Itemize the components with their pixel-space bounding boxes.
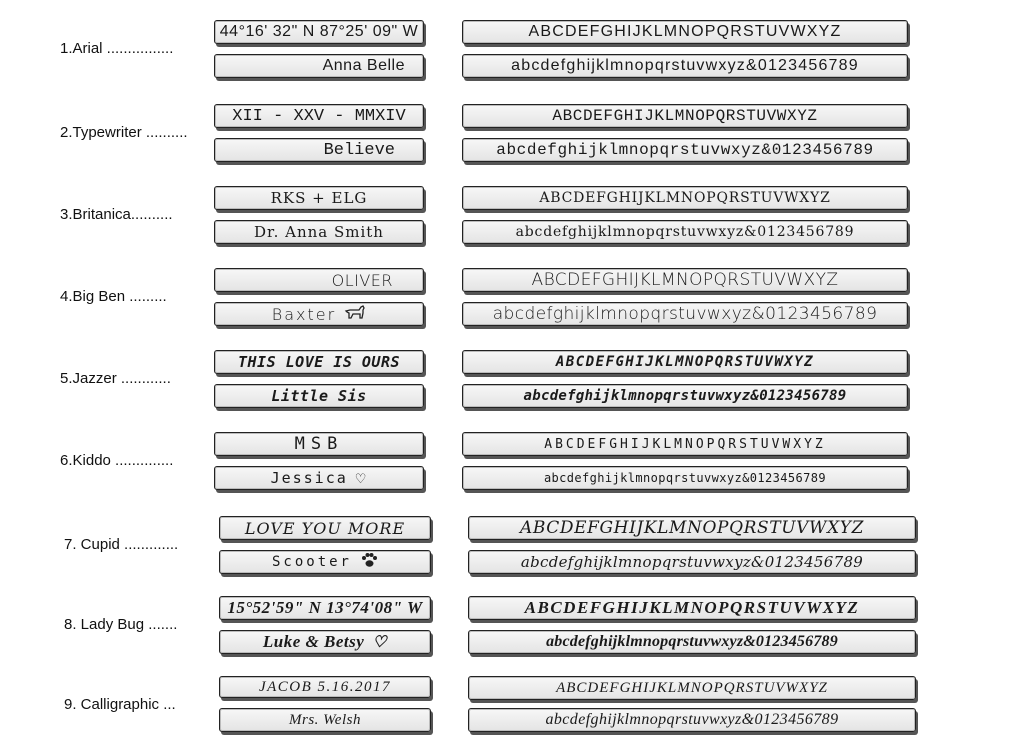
font-row-big-ben (0, 264, 1024, 334)
font-label: 9. Calligraphic ... (64, 696, 176, 713)
uppercase-text: ABCDEFGHIJKLMNOPQRSTUVWXYZ (544, 436, 826, 452)
uppercase-plate (462, 20, 908, 44)
font-label: 6.Kiddo .............. (60, 452, 174, 469)
uppercase-text: ABCDEFGHIJKLMNOPQRSTUVWXYZ (519, 518, 865, 538)
sample-text: XII - XXV - MMXIV (232, 106, 406, 126)
font-row-jazzer (0, 346, 1024, 416)
uppercase-plate (462, 186, 908, 210)
sample-plate-1 (219, 596, 431, 620)
uppercase-plate (462, 432, 908, 456)
lowercase-text: abcdefghijklmnopqrstuvwxyz&0123456789 (545, 711, 839, 728)
lowercase-text: abcdefghijklmnopqrstuvwxyz&0123456789 (492, 304, 878, 324)
lowercase-plate (468, 630, 916, 654)
uppercase-text: ABCDEFGHIJKLMNOPQRSTUVWXYZ (524, 598, 860, 617)
lowercase-text: abcdefghijklmnopqrstuvwxyz&0123456789 (520, 553, 864, 571)
font-label: 1.Arial ................ (60, 40, 174, 57)
uppercase-plate (468, 676, 916, 700)
sample-plate-1 (219, 516, 431, 540)
sample-text: Mrs. Welsh (289, 711, 361, 728)
uppercase-text: ABCDEFGHIJKLMNOPQRSTUVWXYZ (555, 354, 815, 370)
sample-text: RKS + ELG (270, 189, 368, 207)
font-label: 7. Cupid ............. (64, 536, 179, 553)
sample-text: Dr. Anna Smith (254, 223, 384, 241)
uppercase-text: ABCDEFGHIJKLMNOPQRSTUVWXYZ (552, 107, 818, 125)
font-row-typewriter (0, 100, 1024, 170)
lowercase-plate (462, 54, 908, 78)
sample-text: Luke & Betsy (262, 632, 365, 651)
uppercase-plate (468, 596, 916, 620)
font-label: 8. Lady Bug ....... (64, 616, 178, 633)
lowercase-text: abcdefghijklmnopqrstuvwxyz&0123456789 (515, 224, 855, 240)
uppercase-text: ABCDEFGHIJKLMNOPQRSTUVWXYZ (539, 190, 831, 206)
lowercase-plate (462, 466, 908, 490)
lowercase-plate (462, 220, 908, 244)
sample-plate-1 (214, 432, 424, 456)
sample-text: 15°52'59" N 13°74'08" W (227, 598, 423, 617)
lowercase-plate (462, 384, 908, 408)
sample-plate-2 (214, 54, 424, 78)
font-label: 5.Jazzer ............ (60, 370, 171, 387)
lowercase-plate (462, 138, 908, 162)
sample-plate-1 (214, 104, 424, 128)
sample-plate-1 (214, 20, 424, 44)
sample-plate-2 (219, 550, 431, 574)
lowercase-plate (462, 302, 908, 326)
sample-text: Jessica (270, 469, 348, 487)
sample-text: THIS LOVE IS OURS (237, 353, 401, 371)
dog-icon (344, 304, 366, 324)
font-row-kiddo (0, 428, 1024, 498)
sample-plate-2 (214, 138, 424, 162)
sample-text: Baxter (271, 304, 337, 324)
lowercase-text: abcdefghijklmnopqrstuvwxyz&0123456789 (523, 388, 847, 404)
sample-text: Believe (323, 140, 395, 160)
font-label: 3.Britanica.......... (60, 206, 173, 223)
sample-plate-1 (214, 350, 424, 374)
sample-plate-2 (214, 302, 424, 326)
font-row-britanica (0, 182, 1024, 252)
sample-plate-1 (219, 676, 431, 698)
font-label: 4.Big Ben ......... (60, 288, 167, 305)
sample-text: Little Sis (271, 387, 367, 405)
heart-icon: ♡ (355, 468, 368, 488)
sample-plate-2 (219, 708, 431, 732)
sample-text: OLIVER (331, 270, 393, 290)
uppercase-text: ABCDEFGHIJKLMNOPQRSTUVWXYZ (556, 679, 828, 696)
sample-plate-2 (214, 466, 424, 490)
font-row-cupid (0, 512, 1024, 582)
lowercase-plate (468, 550, 916, 574)
font-row-arial (0, 16, 1024, 86)
font-label: 2.Typewriter .......... (60, 124, 188, 141)
sample-plate-2 (214, 220, 424, 244)
font-row-calligraphic (0, 672, 1024, 742)
uppercase-plate (462, 350, 908, 374)
sample-text: JACOB 5.16.2017 (258, 678, 392, 695)
uppercase-plate (468, 516, 916, 540)
uppercase-plate (462, 268, 908, 292)
sample-plate-1 (214, 186, 424, 210)
lowercase-text: abcdefghijklmnopqrstuvwxyz&0123456789 (496, 141, 874, 159)
font-row-lady-bug (0, 592, 1024, 662)
sample-text: Scooter (271, 554, 352, 570)
uppercase-text: ABCDEFGHIJKLMNOPQRSTUVWXYZ (528, 23, 842, 40)
lowercase-plate (468, 708, 916, 732)
sample-text: 44°16' 32" N 87°25' 09" W (219, 23, 419, 40)
lowercase-text: abcdefghijklmnopqrstuvwxyz&0123456789 (511, 57, 859, 74)
sample-plate-2 (214, 384, 424, 408)
uppercase-plate (462, 104, 908, 128)
paw-icon (360, 552, 378, 572)
lowercase-text: abcdefghijklmnopqrstuvwxyz&0123456789 (546, 633, 838, 650)
sample-text: MSB (294, 434, 344, 454)
sample-plate-1 (214, 268, 424, 292)
lowercase-text: abcdefghijklmnopqrstuvwxyz&0123456789 (543, 471, 827, 485)
sample-plate-2 (219, 630, 431, 654)
uppercase-text: ABCDEFGHIJKLMNOPQRSTUVWXYZ (531, 270, 839, 290)
heart-icon: ♡ (372, 634, 388, 651)
sample-text: LOVE YOU MORE (244, 518, 406, 538)
sample-text: Anna Belle (322, 57, 405, 74)
